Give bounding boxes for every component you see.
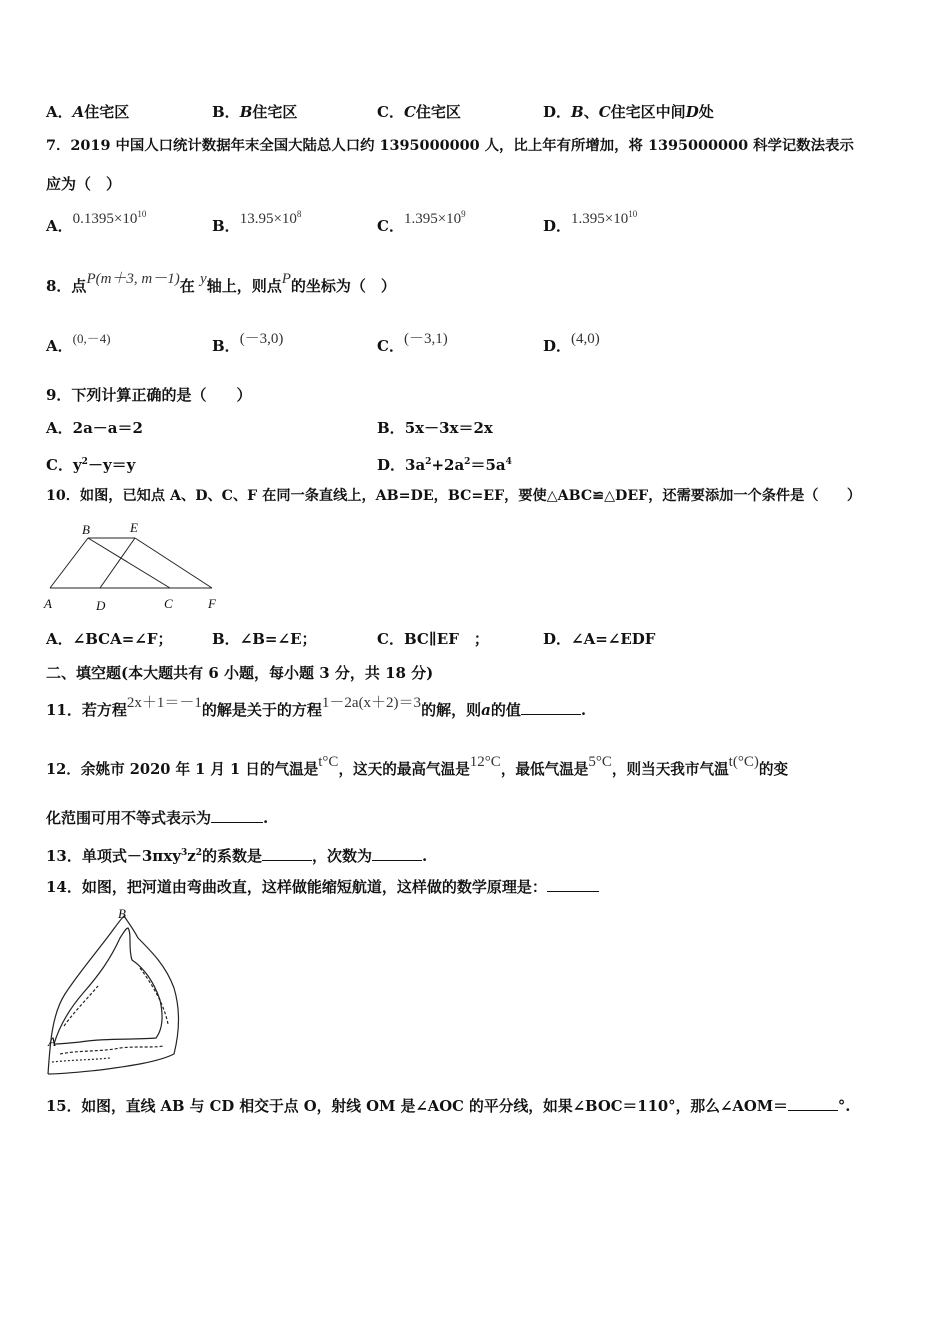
- q9-option-b: B．5x－3x＝2x: [377, 419, 493, 437]
- q9-stem: 9．下列计算正确的是（ ）: [46, 386, 252, 404]
- line-ab: [50, 538, 88, 588]
- q10-option-a: A．∠BCA=∠F；: [46, 630, 173, 648]
- river-outer-bank: [48, 916, 179, 1074]
- q13-degree-blank: [372, 846, 422, 861]
- q14-river-figure: [40, 904, 190, 1080]
- q6-option-d: D．B、C住宅区中间D处: [543, 103, 714, 121]
- label-e: E: [130, 520, 138, 535]
- q13-coefficient-blank: [262, 846, 312, 861]
- label-a: A: [48, 1034, 56, 1049]
- label-b: B: [118, 906, 126, 921]
- q7-option-c: C．$1.395\times 10^9$: [377, 209, 466, 235]
- q14-answer-blank: [547, 877, 599, 892]
- q10-triangle-figure: [40, 518, 225, 616]
- q7-option-b: B．$13.95\times 10^8$: [212, 209, 302, 235]
- section-2-title: 二、填空题(本大题共有 6 小题，每小题 3 分，共 18 分): [46, 664, 434, 682]
- q9-option-d: D．$3a^2+2a^2=5a^4$: [377, 456, 512, 474]
- q10-option-d: D．∠A=∠EDF: [543, 630, 656, 648]
- q7-stem-line2: 应为（ ）: [46, 175, 122, 193]
- q6-option-b: B．B住宅区: [212, 103, 298, 121]
- river-texture-4: [52, 1058, 110, 1062]
- river-texture-3: [140, 968, 168, 1024]
- label-d: D: [96, 598, 106, 613]
- river-texture-2: [64, 986, 98, 1026]
- q8-option-b: B．(－3,0): [212, 331, 284, 355]
- q7-option-d: D．$1.395\times 10^{10}$: [543, 209, 638, 235]
- q9-option-c: C．$y^2-y=y$: [46, 456, 136, 474]
- q10-option-c: C．BC∥EF ；: [377, 630, 489, 648]
- line-ef: [135, 538, 212, 588]
- q7-stem-line1: 7．2019 中国人口统计数据年末全国大陆总人口约 1395000000 人，比上年有所增加，将 1395000000 科学记数法表示: [46, 137, 854, 154]
- q8-option-c: C．(－3,1): [377, 331, 448, 355]
- q14-stem: 14．如图，把河道由弯曲改直，这样做能缩短航道，这样做的数学原理是：: [46, 877, 599, 897]
- q13-stem: 13．单项式$-3\pi xy^3z^2$的系数是 ，次数为 .: [46, 847, 428, 865]
- label-b: B: [82, 522, 90, 537]
- q8-stem: 8．点P(m＋3, m－1)在 y轴上，则点P的坐标为（ ）: [46, 271, 396, 295]
- label-c: C: [164, 596, 173, 611]
- q8-option-d: D．(4,0): [543, 331, 600, 355]
- q6-option-c: C．C住宅区: [377, 103, 461, 121]
- q10-option-b: B．∠B=∠E；: [212, 630, 317, 648]
- q12-answer-blank: [211, 808, 263, 823]
- river-texture-1: [60, 1046, 164, 1054]
- label-a: A: [44, 596, 52, 611]
- q11-stem: 11．若方程2x＋1＝－1的解是关于的方程1－2a(x＋2)＝3的解，则a的值 .: [46, 695, 587, 719]
- q8-option-a: A．(0,－4): [46, 331, 111, 355]
- q15-answer-blank: [788, 1096, 838, 1111]
- q11-answer-blank: [521, 700, 581, 715]
- q12-stem-line1: 12．余姚市 2020 年 1 月 1 日的气温是t°C，这天的最高气温是12°C，最低气温是5°C，则当天我市气温t(°C)的变: [46, 754, 789, 778]
- q12-stem-line2: 化范围可用不等式表示为 .: [46, 809, 269, 827]
- q9-option-a: A．2a－a＝2: [46, 419, 143, 437]
- q7-option-a: A．$0.1395\times 10^{10}$: [46, 209, 147, 235]
- q15-stem: 15．如图，直线 AB 与 CD 相交于点 O，射线 OM 是∠AOC 的平分线，如果∠BOC＝110°，那么∠AOM＝ °.: [46, 1098, 851, 1115]
- q10-stem: 10．如图，已知点 A、D、C、F 在同一条直线上，AB=DE，BC=EF，要使△ABC≌△DEF，还需要添加一个条件是（ ）: [46, 488, 862, 504]
- label-f: F: [208, 596, 216, 611]
- q6-option-a: A．A住宅区: [46, 103, 130, 121]
- line-bc: [88, 538, 170, 588]
